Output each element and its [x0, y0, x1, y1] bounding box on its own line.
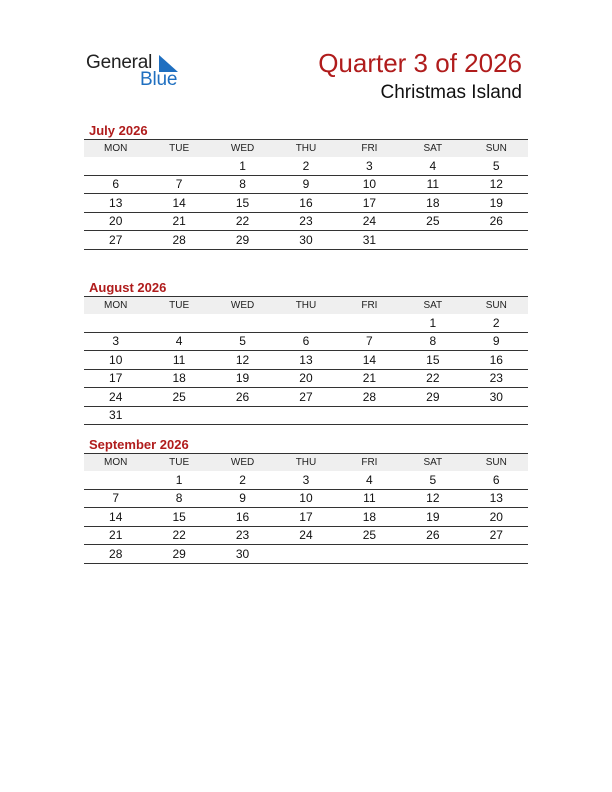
day-cell: 12 [401, 489, 464, 508]
weekday-header-row [84, 454, 528, 472]
week-row [84, 526, 528, 545]
day-cell: 31 [84, 406, 147, 425]
logo-text-blue: Blue [140, 69, 178, 90]
week-row [84, 545, 528, 564]
day-cell: 20 [84, 212, 147, 231]
day-cell: 4 [401, 157, 464, 175]
day-cell: 9 [465, 332, 528, 351]
day-cell: 8 [147, 489, 210, 508]
day-cell: 8 [401, 332, 464, 351]
day-cell: 6 [274, 332, 337, 351]
day-cell: 24 [338, 212, 401, 231]
weekday-header: FRI [338, 140, 401, 158]
month-title: July 2026 [89, 123, 148, 138]
day-cell: 28 [147, 231, 210, 250]
day-cell: 2 [274, 157, 337, 175]
weekday-header: MON [84, 297, 147, 315]
day-cell: 1 [147, 471, 210, 489]
weekday-header: MON [84, 140, 147, 158]
weekday-header: SAT [401, 140, 464, 158]
weekday-header: MON [84, 454, 147, 472]
day-cell: 18 [401, 194, 464, 213]
day-cell: 10 [84, 351, 147, 370]
weekday-header: THU [274, 140, 337, 158]
day-cell: 15 [147, 508, 210, 527]
day-cell: 16 [465, 351, 528, 370]
day-cell: 2 [465, 314, 528, 332]
day-cell: 18 [338, 508, 401, 527]
month-block [84, 122, 528, 250]
day-cell: 29 [147, 545, 210, 564]
weekday-header: FRI [338, 454, 401, 472]
calendar-body [84, 314, 528, 425]
day-cell: 8 [211, 175, 274, 194]
day-cell [274, 406, 337, 425]
week-row [84, 489, 528, 508]
day-cell: 16 [211, 508, 274, 527]
day-cell: 7 [147, 175, 210, 194]
day-cell: 13 [84, 194, 147, 213]
day-cell: 14 [84, 508, 147, 527]
day-cell: 18 [147, 369, 210, 388]
day-cell: 15 [211, 194, 274, 213]
day-cell: 11 [401, 175, 464, 194]
day-cell: 1 [211, 157, 274, 175]
day-cell: 27 [274, 388, 337, 407]
day-cell: 3 [338, 157, 401, 175]
week-row [84, 406, 528, 425]
day-cell: 26 [465, 212, 528, 231]
week-row [84, 314, 528, 332]
weekday-header: TUE [147, 140, 210, 158]
day-cell [211, 314, 274, 332]
weekday-header: THU [274, 297, 337, 315]
weekday-header: SUN [465, 140, 528, 158]
day-cell: 26 [211, 388, 274, 407]
calendar-table [84, 453, 528, 564]
day-cell: 30 [465, 388, 528, 407]
day-cell [465, 545, 528, 564]
day-cell: 2 [211, 471, 274, 489]
day-cell: 28 [338, 388, 401, 407]
day-cell: 5 [401, 471, 464, 489]
day-cell [401, 545, 464, 564]
day-cell [338, 545, 401, 564]
day-cell: 5 [211, 332, 274, 351]
day-cell: 19 [465, 194, 528, 213]
weekday-header: TUE [147, 454, 210, 472]
week-row [84, 369, 528, 388]
weekday-header: TUE [147, 297, 210, 315]
day-cell: 19 [401, 508, 464, 527]
calendar-table [84, 296, 528, 425]
calendar-body [84, 471, 528, 563]
day-cell: 19 [211, 369, 274, 388]
weekday-header: SAT [401, 454, 464, 472]
day-cell: 14 [147, 194, 210, 213]
week-row [84, 231, 528, 250]
day-cell: 11 [147, 351, 210, 370]
day-cell: 27 [84, 231, 147, 250]
day-cell: 10 [274, 489, 337, 508]
day-cell: 11 [338, 489, 401, 508]
day-cell [338, 314, 401, 332]
weekday-header: THU [274, 454, 337, 472]
day-cell: 28 [84, 545, 147, 564]
day-cell: 6 [465, 471, 528, 489]
brand-logo [86, 52, 196, 92]
weekday-header: SAT [401, 297, 464, 315]
day-cell: 23 [465, 369, 528, 388]
day-cell: 14 [338, 351, 401, 370]
week-row [84, 212, 528, 231]
weekday-header-row [84, 140, 528, 158]
calendar-body [84, 157, 528, 249]
day-cell: 21 [338, 369, 401, 388]
day-cell: 31 [338, 231, 401, 250]
week-row [84, 194, 528, 213]
page-title: Quarter 3 of 2026 [318, 48, 522, 78]
day-cell: 23 [274, 212, 337, 231]
day-cell: 25 [401, 212, 464, 231]
day-cell [84, 471, 147, 489]
day-cell: 29 [401, 388, 464, 407]
week-row [84, 332, 528, 351]
day-cell: 25 [338, 526, 401, 545]
day-cell [147, 406, 210, 425]
day-cell: 12 [465, 175, 528, 194]
logo-text-general: General [86, 52, 153, 73]
day-cell: 22 [211, 212, 274, 231]
day-cell: 6 [84, 175, 147, 194]
day-cell: 5 [465, 157, 528, 175]
day-cell: 1 [401, 314, 464, 332]
day-cell: 13 [274, 351, 337, 370]
week-row [84, 175, 528, 194]
week-row [84, 157, 528, 175]
day-cell: 13 [465, 489, 528, 508]
month-title: September 2026 [89, 437, 189, 452]
day-cell: 7 [84, 489, 147, 508]
day-cell [274, 545, 337, 564]
day-cell: 20 [274, 369, 337, 388]
day-cell: 10 [338, 175, 401, 194]
weekday-header: WED [211, 454, 274, 472]
day-cell: 20 [465, 508, 528, 527]
day-cell [274, 314, 337, 332]
weekday-header-row [84, 297, 528, 315]
day-cell: 21 [84, 526, 147, 545]
day-cell: 29 [211, 231, 274, 250]
month-title: August 2026 [89, 280, 167, 295]
day-cell [465, 406, 528, 425]
day-cell: 25 [147, 388, 210, 407]
month-block [84, 436, 528, 564]
week-row [84, 508, 528, 527]
weekday-header: WED [211, 140, 274, 158]
page-subtitle: Christmas Island [380, 82, 522, 103]
day-cell: 24 [274, 526, 337, 545]
day-cell: 22 [147, 526, 210, 545]
weekday-header: FRI [338, 297, 401, 315]
day-cell: 15 [401, 351, 464, 370]
day-cell [147, 314, 210, 332]
day-cell [84, 314, 147, 332]
day-cell: 24 [84, 388, 147, 407]
day-cell: 3 [84, 332, 147, 351]
week-row [84, 471, 528, 489]
day-cell: 17 [338, 194, 401, 213]
day-cell [147, 157, 210, 175]
weekday-header: SUN [465, 454, 528, 472]
calendar-table [84, 139, 528, 250]
day-cell: 26 [401, 526, 464, 545]
day-cell: 9 [274, 175, 337, 194]
day-cell: 27 [465, 526, 528, 545]
day-cell: 17 [274, 508, 337, 527]
day-cell: 17 [84, 369, 147, 388]
day-cell [401, 231, 464, 250]
day-cell: 21 [147, 212, 210, 231]
day-cell [338, 406, 401, 425]
day-cell: 16 [274, 194, 337, 213]
day-cell: 4 [147, 332, 210, 351]
day-cell: 7 [338, 332, 401, 351]
day-cell [84, 157, 147, 175]
week-row [84, 388, 528, 407]
day-cell: 4 [338, 471, 401, 489]
week-row [84, 351, 528, 370]
day-cell: 30 [274, 231, 337, 250]
day-cell [465, 231, 528, 250]
day-cell [211, 406, 274, 425]
day-cell: 12 [211, 351, 274, 370]
day-cell: 23 [211, 526, 274, 545]
weekday-header: SUN [465, 297, 528, 315]
day-cell: 3 [274, 471, 337, 489]
day-cell: 9 [211, 489, 274, 508]
day-cell [401, 406, 464, 425]
month-block [84, 279, 528, 425]
weekday-header: WED [211, 297, 274, 315]
day-cell: 30 [211, 545, 274, 564]
day-cell: 22 [401, 369, 464, 388]
